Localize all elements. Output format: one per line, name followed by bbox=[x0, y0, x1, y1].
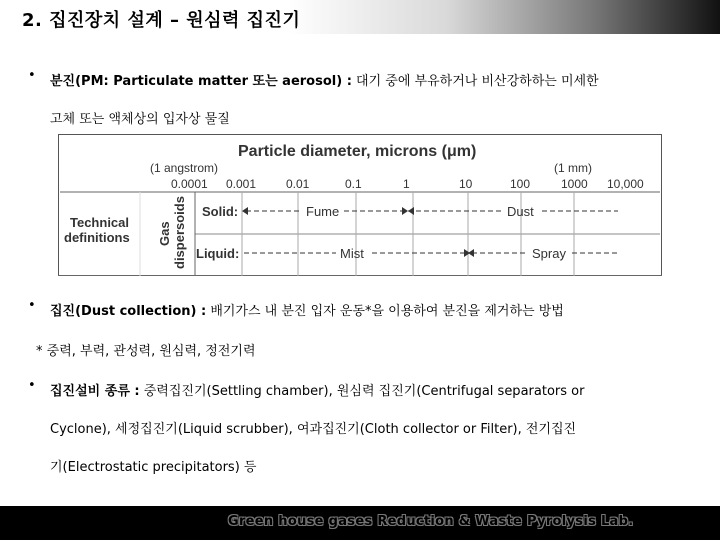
mist-label: Mist bbox=[340, 246, 364, 261]
equipment-heading: 집진설비 종류 : bbox=[50, 384, 140, 399]
pm-heading: 분진(PM: Particulate matter 또는 aerosol) : bbox=[50, 74, 352, 89]
solid-label: Solid: bbox=[202, 204, 239, 219]
equipment-line-1 bbox=[50, 380, 584, 399]
equipment-line-3: 기(Electrostatic precipitators) 등 bbox=[50, 460, 257, 475]
fume-arrow-right bbox=[402, 207, 408, 215]
dispersoids-label: dispersoids bbox=[172, 196, 187, 269]
fume-arrow-left bbox=[242, 207, 248, 215]
lab-name: Green house gases Reduction & Waste Pyrolysis Lab. bbox=[228, 514, 634, 529]
scale-label: 10 bbox=[459, 177, 473, 191]
bullet-2: • bbox=[28, 298, 36, 313]
force-note: * 중력, 부력, 관성력, 원심력, 정전기력 bbox=[36, 344, 256, 359]
scale-label: 1 bbox=[403, 177, 410, 191]
title-bar bbox=[0, 0, 720, 34]
bullet-1: • bbox=[28, 68, 36, 83]
dust-collection-line bbox=[50, 300, 564, 319]
dust-collection-heading: 집진(Dust collection) : bbox=[50, 304, 207, 319]
scale-label: 10,000 bbox=[607, 177, 644, 191]
scale-label: 100 bbox=[510, 177, 531, 191]
scale-label: 0.0001 bbox=[171, 177, 208, 191]
equipment-line-2: Cyclone), 세정집진기(Liquid scrubber), 여과집진기(Cloth collector or Filter), 전기집진 bbox=[50, 422, 577, 437]
footer-bar bbox=[0, 506, 720, 540]
dust-arrow-left bbox=[408, 207, 414, 215]
scale-label: 0.1 bbox=[345, 177, 362, 191]
right-note: (1 mm) bbox=[554, 161, 592, 175]
technical-label: Technical bbox=[70, 215, 130, 230]
dust-collection-text: 배기가스 내 분진 입자 운동*을 이용하여 분진을 제거하는 방법 bbox=[206, 304, 564, 319]
scale-label: 0.01 bbox=[286, 177, 310, 191]
particle-size-figure bbox=[58, 134, 662, 276]
pm-text-1: 대기 중에 부유하거나 비산강하하는 미세한 bbox=[351, 74, 599, 89]
scale-label: 0.001 bbox=[226, 177, 257, 191]
pm-definition-line-1 bbox=[50, 70, 599, 89]
definitions-label: definitions bbox=[64, 230, 130, 245]
spray-arrow-left bbox=[468, 249, 474, 257]
figure-title: Particle diameter, microns (μm) bbox=[238, 143, 477, 160]
spray-label: Spray bbox=[532, 246, 566, 261]
dust-label: Dust bbox=[507, 204, 534, 219]
bullet-3: • bbox=[28, 378, 36, 393]
scale-label: 1000 bbox=[561, 177, 588, 191]
liquid-label: Liquid: bbox=[196, 246, 240, 261]
pm-definition-line-2: 고체 또는 액체상의 입자상 물질 bbox=[50, 112, 230, 127]
slide-title: 2. 집진장치 설계 – 원심력 집진기 bbox=[22, 10, 301, 31]
left-note: (1 angstrom) bbox=[150, 161, 219, 175]
fume-label: Fume bbox=[306, 204, 340, 219]
gas-label: Gas bbox=[157, 221, 172, 246]
equipment-text-1: 중력집진기(Settling chamber), 원심력 집진기(Centrifugal separators or bbox=[139, 384, 585, 399]
